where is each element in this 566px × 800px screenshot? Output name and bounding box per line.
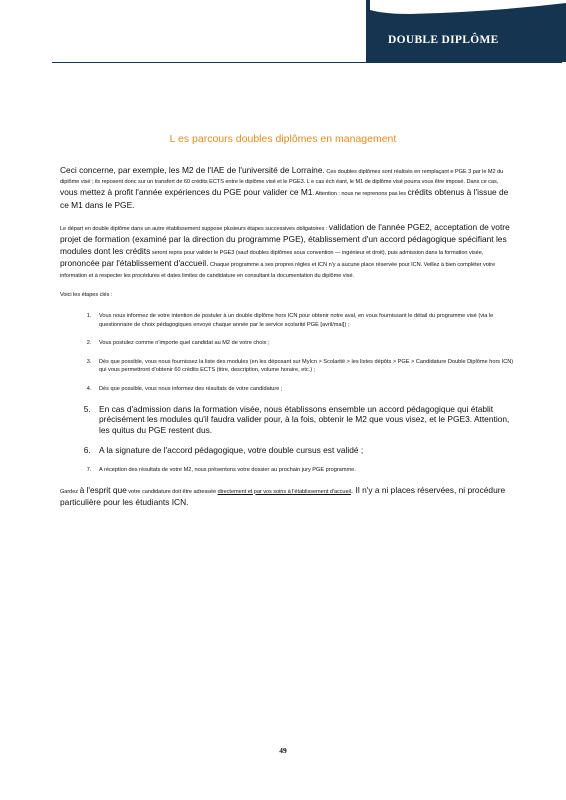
header-wave-decoration bbox=[370, 0, 566, 16]
text-span: Gardez bbox=[60, 488, 80, 495]
text-span: crédits obtenus à l'issue de ce M1 dans le PGE. bbox=[60, 187, 509, 210]
paragraph-procedure bbox=[60, 222, 515, 281]
steps-intro: Voici les étapes clés : bbox=[60, 291, 113, 298]
header-rule bbox=[52, 62, 562, 63]
section-title: L es parcours doubles diplômes en management bbox=[169, 133, 397, 145]
text-span: . Il n'y a ni places réservées, ni procédure particulière pour les étudiants ICN. bbox=[60, 484, 506, 507]
text-span: votre candidature doit être adressée bbox=[126, 488, 218, 495]
text-span: Chaque programme a ses propres règles et ICN n'y a aucune place réservée pour ICN. Veillez à bien compléter votre information et à respecter les procédures et dates limites de candidature en consultant la documentation du diplôme visé. bbox=[60, 262, 496, 279]
step-item: 4. Dès que possible, vous nous informez des résultats de votre candidature ; bbox=[93, 385, 515, 394]
step-item: 1. Vous nous informez de votre intention de postuler à un double diplôme hors ICN pour obtenir notre aval, en vous fournissant le détail du programme visé (via le questionnaire de choix pédagogiques envoyé chaque année par le service scolarité PGE [avril/mai]) ; bbox=[93, 312, 515, 329]
step-item: 5. En cas d'admission dans la formation visée, nous établissons ensemble un accord pédagogique qui établit précisément les modules qu'il faudra valider pour, à la fois, obtenir le M2 que vous visez, et le PGE3. Attention, les quitus du PGE restent dus. bbox=[93, 404, 515, 436]
text-span: seront repris pour valider le PGE3 (sauf doubles diplômes sous convention — ingénieur et droit), puis admission dans la formation visée, bbox=[150, 250, 484, 257]
paragraph-intro bbox=[60, 165, 515, 212]
text-span: Ces doubles diplômes sont réalisés en remplaçant e PGE 3 par le M2 du diplôme visé ; ils reposent donc sur un transfert de 60 crédits ECTS entre le diplôme visé et le PGE3. L e cas éch éant, le M1 de diplôme visé pourra vous être imposé. Dans ce cas, bbox=[60, 169, 504, 186]
body-text bbox=[60, 165, 515, 509]
step-item: 6. A la signature de l'accord pédagogique, votre double cursus est validé ; bbox=[93, 445, 515, 456]
step-item: 3. Dès que possible, vous nous fournissez la liste des modules (en les déposant sur MyIcn > Scolarité > les listes dépôts > PGE > Candidature Double Diplôme hors ICN) qui vous permettront d'obtenir 60 crédits ECTS (titre, description, volume horaire, etc.) ; bbox=[93, 358, 515, 375]
step-item: 2. Vous postulez comme n'importe quel candidat au M2 de votre choix ; bbox=[93, 339, 515, 348]
underlined-text: directement et par vos soins à l'établissement d'accueil bbox=[217, 488, 351, 495]
text-span: validation de l'année PGE2, acceptation de votre projet de formation (examiné par la direction du programme PGE), établissement d'un accord pédagogique spécifiant les modules dont les crédits bbox=[60, 221, 510, 257]
text-span: . Attention : nous ne reprenons pas les bbox=[312, 191, 408, 198]
text-span: vous mettez à profit l'année expériences du PGE pour valider ce M1 bbox=[60, 187, 313, 198]
steps-list bbox=[60, 312, 515, 475]
header-title: DOUBLE DIPLÔME bbox=[388, 34, 499, 46]
text-span: Ceci concerne, par exemple, les M2 de l'IAE de l'université de Lorraine. bbox=[60, 165, 325, 175]
text-span: à l'esprit que bbox=[79, 484, 127, 495]
paragraph-closing bbox=[60, 485, 515, 509]
text-span: Le départ en double diplôme dans un autre établissement suppose plusieurs étapes successives obligatoires : bbox=[60, 225, 329, 232]
page-number: 49 bbox=[279, 746, 287, 755]
text-span: prononcée par l'établissement d'accueil. bbox=[60, 258, 209, 269]
step-item: 7. A réception des résultats de votre M2, nous présentons votre dossier au prochain jury PGE programme. bbox=[93, 466, 515, 475]
